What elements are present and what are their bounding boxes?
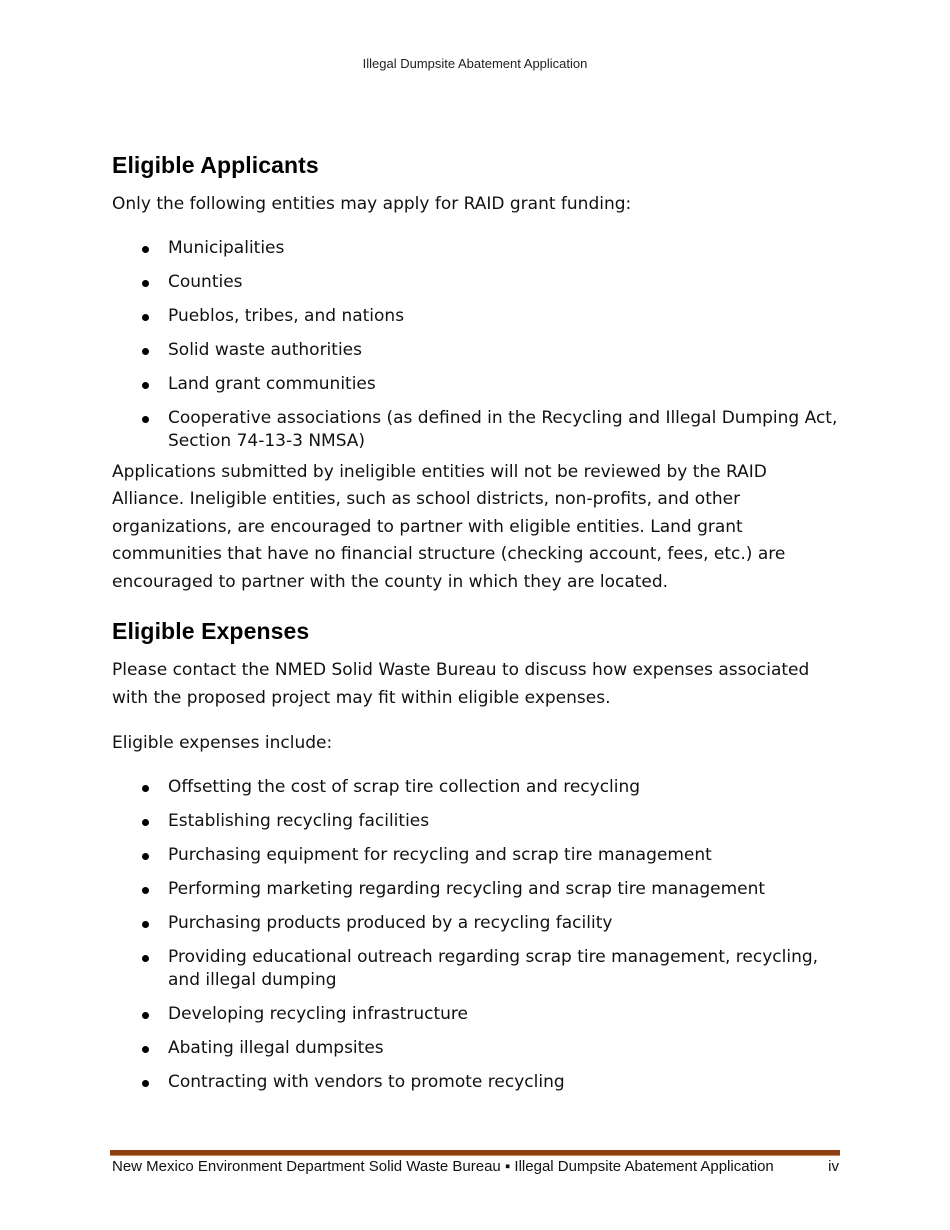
list-item: Establishing recycling facilities	[112, 810, 842, 833]
list-item: Developing recycling infrastructure	[112, 1003, 842, 1026]
eligible-applicants-heading: Eligible Applicants	[112, 152, 319, 178]
bullet-icon	[142, 1080, 149, 1087]
bullet-icon	[142, 382, 149, 389]
page-footer	[112, 1158, 839, 1175]
eligible-expenses-heading: Eligible Expenses	[112, 618, 310, 644]
bullet-icon	[142, 785, 149, 792]
bullet-icon	[142, 955, 149, 962]
applicants-intro: Only the following entities may apply for RAID grant funding:	[112, 194, 632, 214]
footer-text: New Mexico Environment Department Solid Waste Bureau ▪ Illegal Dumpsite Abatement Application	[112, 1158, 774, 1175]
applicants-list	[112, 237, 842, 453]
list-item: Abating illegal dumpsites	[112, 1037, 842, 1060]
list-item: Counties	[112, 271, 842, 294]
bullet-icon	[142, 246, 149, 253]
list-item: Providing educational outreach regarding scrap tire management, recycling, and illegal dumping	[112, 946, 842, 992]
document-body	[112, 152, 842, 1105]
page-header: Illegal Dumpsite Abatement Application	[362, 56, 588, 71]
bullet-icon	[142, 348, 149, 355]
list-item: Contracting with vendors to promote recycling	[112, 1071, 842, 1094]
list-item: Pueblos, tribes, and nations	[112, 305, 842, 328]
list-item: Municipalities	[112, 237, 842, 260]
list-item: Offsetting the cost of scrap tire collection and recycling	[112, 776, 842, 799]
page-number: iv	[828, 1158, 839, 1175]
list-item: Purchasing equipment for recycling and scrap tire management	[112, 844, 842, 867]
bullet-icon	[142, 853, 149, 860]
expenses-intro: Please contact the NMED Solid Waste Bureau to discuss how expenses associated with the proposed project may fit within eligible expenses.	[112, 660, 810, 708]
bullet-icon	[142, 887, 149, 894]
bullet-icon	[142, 416, 149, 423]
bullet-icon	[142, 1046, 149, 1053]
bullet-icon	[142, 314, 149, 321]
footer-divider	[110, 1150, 840, 1156]
ineligible-note: Applications submitted by ineligible entities will not be reviewed by the RAID Alliance. Ineligible entities, such as school districts, non-profits, and other organizations, are encouraged to partner with eligible entities. Land grant communities that have no financial structure (checking account, fees, etc.) are encouraged to partner with the county in which they are located.	[112, 461, 786, 592]
bullet-icon	[142, 921, 149, 928]
expenses-include-label: Eligible expenses include:	[112, 733, 333, 753]
list-item: Cooperative associations (as defined in the Recycling and Illegal Dumping Act, Section 74-13-3 NMSA)	[112, 407, 842, 453]
list-item: Land grant communities	[112, 373, 842, 396]
list-item: Purchasing products produced by a recycling facility	[112, 912, 842, 935]
list-item: Performing marketing regarding recycling and scrap tire management	[112, 878, 842, 901]
bullet-icon	[142, 1012, 149, 1019]
bullet-icon	[142, 819, 149, 826]
list-item: Solid waste authorities	[112, 339, 842, 362]
bullet-icon	[142, 280, 149, 287]
expenses-list	[112, 776, 842, 1094]
